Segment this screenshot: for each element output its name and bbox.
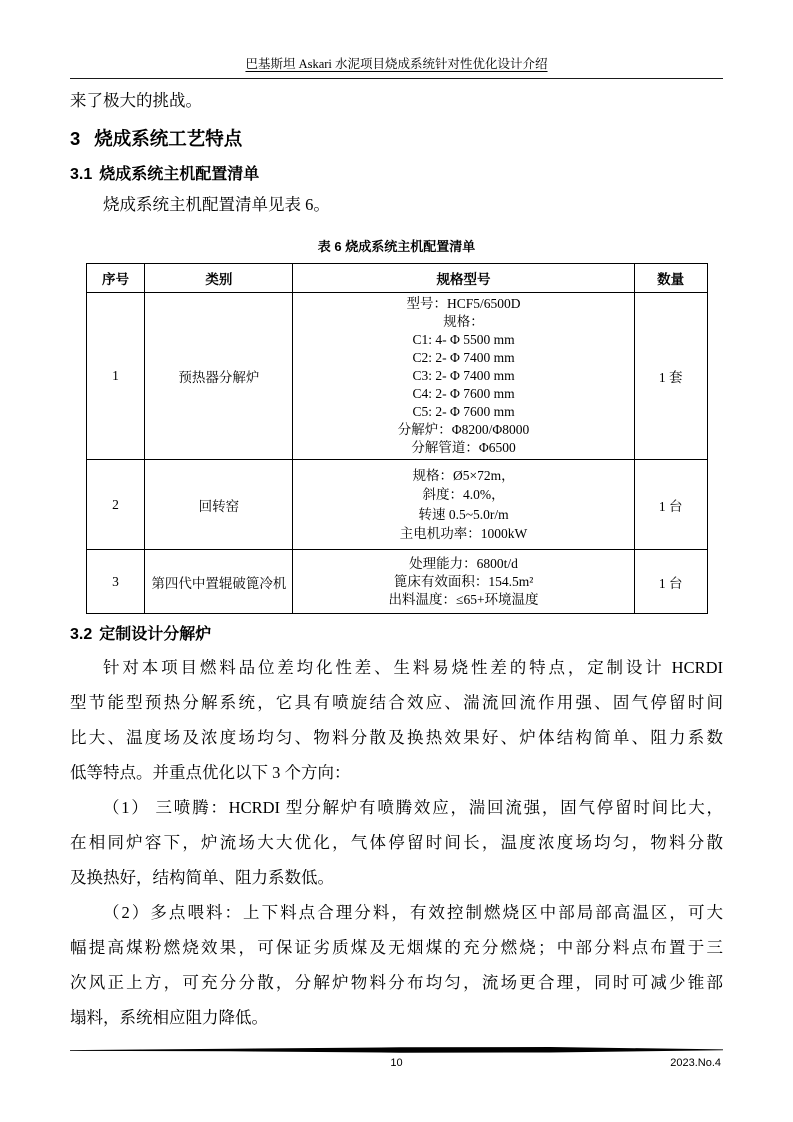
paragraph-2 — [70, 790, 723, 895]
spec-line: C1: 4- Φ 5500 mm — [412, 332, 515, 348]
spec-line: C5: 2- Φ 7600 mm — [412, 404, 515, 420]
paragraph-line: （2）多点喂料：上下料点合理分料，有效控制燃烧区中部局部高温区，可大 — [103, 903, 723, 923]
qty-cell: 1 台 — [634, 550, 707, 614]
paragraph-line: 次风正上方，可充分分散，分解炉物料分布均匀，流场更合理，同时可减少锥部 — [70, 973, 723, 993]
page-footer — [70, 1046, 723, 1071]
spec-line: 分解炉：Φ8200/Φ8000 — [397, 422, 530, 438]
section-3-2-title: 定制设计分解炉 — [99, 626, 212, 644]
paragraph-line: 及换热好，结构简单、阻力系数低。 — [70, 868, 334, 888]
page-number: 10 — [390, 1057, 403, 1069]
paragraph-3 — [70, 895, 723, 1035]
spec-line: 转速 0.5~5.0r/m — [418, 506, 509, 522]
spec-line: 主电机功率：1000kW — [399, 526, 528, 542]
table-header-row — [86, 264, 707, 293]
spec-cell — [293, 293, 635, 460]
paragraph-line: （1） 三喷腾：HCRDI 型分解炉有喷腾效应，湍回流强，固气停留时间比大， — [103, 798, 723, 818]
paragraph-line: 在相同炉容下，炉流场大大优化，气体停留时间长，温度浓度场均匀，物料分散 — [70, 833, 723, 853]
header-title: 巴基斯坦 Askari 水泥项目烧成系统针对性优化设计介绍 — [245, 57, 548, 71]
section-3-2-number: 3.2 — [70, 626, 93, 644]
issue-number: 2023.No.4 — [670, 1057, 721, 1069]
spec-line: 规格： — [443, 314, 484, 330]
category-cell: 预热器分解炉 — [145, 293, 293, 460]
paragraph-line: 塌料，系统相应阻力降低。 — [70, 1008, 268, 1028]
section-3-title: 烧成系统工艺特点 — [94, 128, 243, 149]
table-caption: 表 6 烧成系统主机配置清单 — [317, 239, 476, 255]
column-header-spec: 规格型号 — [293, 264, 635, 293]
spec-line: 分解管道：Φ6500 — [411, 440, 516, 456]
page-header — [70, 54, 723, 79]
spec-line: 处理能力：6800t/d — [409, 555, 518, 571]
section-heading-3-1 — [70, 164, 723, 186]
spec-line: C3: 2- Φ 7400 mm — [412, 368, 515, 384]
paragraph-line: 幅提高煤粉燃烧效果，可保证劣质煤及无烟煤的充分燃烧；中部分料点布置于三 — [70, 938, 723, 958]
paragraph-1 — [70, 650, 723, 790]
section-heading-3 — [70, 126, 723, 152]
config-table — [86, 263, 708, 614]
spec-line: 篦床有效面积：154.5m² — [393, 573, 534, 589]
qty-cell: 1 台 — [634, 460, 707, 550]
section-heading-3-2 — [70, 624, 723, 646]
paragraph-line: 针对本项目燃料品位差均化性差、生料易烧性差的特点，定制设计 HCRDI — [103, 658, 723, 678]
seq-cell: 2 — [86, 460, 145, 550]
spec-cell — [293, 550, 635, 614]
table-row — [86, 550, 707, 614]
spec-line: 型号：HCF5/6500D — [406, 296, 521, 312]
section-3-1-number: 3.1 — [70, 165, 93, 183]
column-header-seq: 序号 — [86, 264, 145, 293]
intro-text: 来了极大的挑战。 — [70, 91, 202, 110]
section-3-number: 3 — [70, 128, 81, 149]
spec-cell — [293, 460, 635, 550]
lead-text: 烧成系统主机配置清单见表 6。 — [103, 195, 330, 215]
footer-rule — [70, 1046, 723, 1054]
qty-cell: 1 套 — [634, 293, 707, 460]
section-3-1-title: 烧成系统主机配置清单 — [99, 165, 260, 183]
spec-line: 出料温度：≤65+环境温度 — [388, 591, 539, 607]
footer-text — [70, 1057, 723, 1071]
spec-line: 斜度：4.0%， — [422, 487, 505, 503]
spec-line: 规格：Ø5×72m， — [412, 467, 515, 483]
seq-cell: 3 — [86, 550, 145, 614]
paragraph-line: 低等特点。并重点优化以下 3 个方向： — [70, 763, 351, 783]
column-header-category: 类别 — [145, 264, 293, 293]
spec-line: C2: 2- Φ 7400 mm — [412, 350, 515, 366]
paragraph-line: 比大、温度场及浓度场均匀、物料分散及换热效果好、炉体结构简单、阻力系数 — [70, 728, 723, 748]
paragraph-line: 型节能型预热分解系统，它具有喷旋结合效应、湍流回流作用强、固气停留时间 — [70, 693, 723, 713]
category-cell: 第四代中置辊破篦冷机 — [145, 550, 293, 614]
spec-line: C4: 2- Φ 7600 mm — [412, 386, 515, 402]
column-header-qty: 数量 — [634, 264, 707, 293]
seq-cell: 1 — [86, 293, 145, 460]
table-row — [86, 460, 707, 550]
category-cell: 回转窑 — [145, 460, 293, 550]
table-row — [86, 293, 707, 460]
